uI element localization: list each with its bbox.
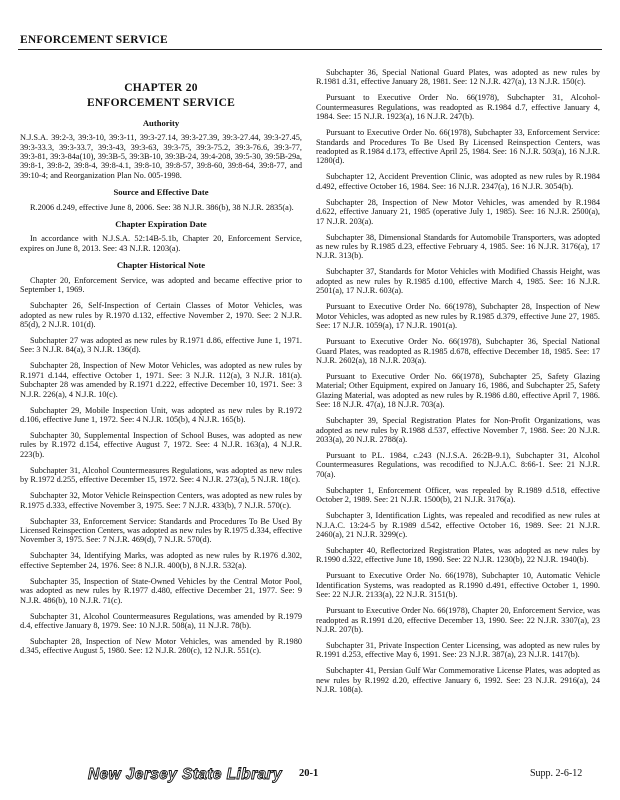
- history-paragraph: Pursuant to P.L. 1984, c.243 (N.J.S.A. 26:2B-9.1), Subchapter 31, Alcohol Countermeasures Regulations, was recodified to N.J.A.C. 8:66-1. See: 21 N.J.R. 70(a).: [316, 450, 600, 479]
- expiration-heading: Chapter Expiration Date: [115, 219, 207, 230]
- history-paragraph: Subchapter 38, Dimensional Standards for Automobile Transporters, was adopted as new rules by R.1985 d.23, effective February 4, 1985. See: 16 N.J.R. 3176(a), 17 N.J.R. 313(b).: [316, 232, 600, 261]
- history-paragraph: Subchapter 1, Enforcement Officer, was repealed by R.1989 d.518, effective October 2, 1989. See: 21 N.J.R. 1500(b), 21 N.J.R. 3176(a).: [316, 485, 600, 505]
- chapter-title: ENFORCEMENT SERVICE: [87, 97, 235, 110]
- left-column: [20, 84, 302, 662]
- running-head: ENFORCEMENT SERVICE: [20, 34, 168, 46]
- library-logo: New Jersey State Library: [88, 766, 282, 783]
- history-paragraph: Subchapter 30, Supplemental Inspection of School Buses, was adopted as new rules by R.1972 d.154, effective August 7, 1972. See: 4 N.J.R. 163(a), 4 N.J.R. 223(b).: [20, 430, 302, 459]
- history-paragraph: Subchapter 41, Persian Gulf War Commemorative License Plates, was adopted as new rules by R.1992 d.20, effective January 6, 1992. See: 23 N.J.R. 2916(a), 24 N.J.R. 108(a).: [316, 666, 600, 695]
- history-heading: Chapter Historical Note: [116, 260, 206, 271]
- history-paragraph: Subchapter 35, Inspection of State-Owned Vehicles by the Central Motor Pool, was adopted as new rules by R.1977 d.480, effective December 21, 1977. See: 9 N.J.R. 486(b), 10 N.J.R. 71(c).: [20, 576, 302, 605]
- history-paragraph: Subchapter 28, Inspection of New Motor Vehicles, was adopted as new rules by R.1971 d.144, effective October 1, 1971. See: 3 N.J.R. 112(a), 3 N.J.R. 181(a). Subchapter 28 was amended by R.1971 d.222, effective December 10, 1971. See: 3 N.J.R. 226(a), 4 N.J.R. 10(c).: [20, 361, 302, 399]
- page-number: 20-1: [299, 768, 319, 779]
- history-paragraph: Subchapter 34, Identifying Marks, was adopted as new rules by R.1976 d.302, effective September 24, 1976. See: 8 N.J.R. 400(b), 8 N.J.R. 532(a).: [20, 551, 302, 570]
- history-paragraph: Subchapter 36, Special National Guard Plates, was adopted as new rules by R.1981 d.31, effective January 28, 1981. See: 12 N.J.R. 427(a), 13 N.J.R. 150(c).: [316, 68, 600, 87]
- history-paragraph: Pursuant to Executive Order No. 66(1978), Subchapter 25, Safety Glazing Material; Other Equipment, expired on January 16, 1986, and Subchapter 25, Safety Glazing Material, was adopted as new rules by R.1986 d.80, effective April 7, 1986. See: 18 N.J.R. 47(a), 18 N.J.R. 703(a).: [316, 371, 600, 410]
- history-paragraph: Subchapter 39, Special Registration Plates for Non-Profit Organizations, was adopted as new rules by R.1988 d.537, effective November 7, 1988. See: 20 N.J.R. 2033(a), 20 N.J.R. 2788(a).: [316, 416, 600, 444]
- history-paragraph: Subchapter 26, Self-Inspection of Certain Classes of Motor Vehicles, was adopted as new rules by R.1970 d.132, effective November 2, 1970. See: 2 N.J.R. 85(d), 2 N.J.R. 101(d).: [20, 301, 302, 329]
- supplement-date: Supp. 2-6-12: [530, 768, 583, 779]
- history-paragraph: Pursuant to Executive Order No. 66(1978), Subchapter 36, Special National Guard Plates, was readopted as R.1985 d.678, effective December 18, 1985. See: 17 N.J.R. 2602(a), 18 N.J.R. 203(a).: [316, 337, 600, 365]
- source-heading: Source and Effective Date: [113, 187, 209, 198]
- history-paragraph: Subchapter 31, Private Inspection Center Licensing, was adopted as new rules by R.1991 d.253, effective May 6, 1991. See: 23 N.J.R. 387(a), 23 N.J.R. 1417(b).: [316, 641, 600, 660]
- history-paragraph: Subchapter 40, Reflectorized Registration Plates, was adopted as new rules by R.1990 d.322, effective June 18, 1990. See: 22 N.J.R. 1230(b), 22 N.J.R. 1940(b).: [316, 545, 600, 565]
- expiration-text: In accordance with N.J.S.A. 52:14B-5.1b, Chapter 20, Enforcement Service, expires on June 8, 2013. See: 43 N.J.R. 1203(a).: [20, 234, 302, 253]
- history-paragraph: Pursuant to Executive Order No. 66(1978), Subchapter 33, Enforcement Service: Standards and Procedures To Be Used By Licensed Reinspection Centers, was readopted as R.1984 d.173, effective April 25, 1984. See: 16 N.J.R. 503(a), 16 N.J.R. 1280(d).: [316, 128, 600, 166]
- chapter-number: CHAPTER 20: [124, 82, 198, 94]
- history-paragraph: Subchapter 33, Enforcement Service: Standards and Procedures To Be Used By Licensed Reinspection Centers, was adopted as new rules by R.1975 d.334, effective November 3, 1975. See: 7 N.J.R. 469(d), 7 N.J.R. 570(d).: [20, 516, 302, 545]
- history-paragraph: Pursuant to Executive Order No. 66(1978), Subchapter 10, Automatic Vehicle Identification Systems, was readopted as R.1990 d.491, effective October 1, 1990. See: 22 N.J.R. 2133(a), 22 N.J.R. 3151(b).: [316, 571, 600, 600]
- history-paragraph: Subchapter 28, Inspection of New Motor Vehicles, was amended by R.1980 d.345, effective August 5, 1980. See: 12 N.J.R. 280(c), 12 N.J.R. 551(c).: [20, 637, 302, 656]
- history-paragraph: Pursuant to Executive Order No. 66(1978), Chapter 20, Enforcement Service, was readopted as R.1991 d.20, effective December 13, 1990. See: 22 N.J.R. 3307(a), 23 N.J.R. 207(b).: [316, 606, 600, 634]
- source-text: R.2006 d.249, effective June 8, 2006. See: 38 N.J.R. 386(b), 38 N.J.R. 2835(a).: [30, 202, 294, 212]
- authority-text: N.J.S.A. 39:2-3, 39:3-10, 39:3-11, 39:3-27.14, 39:3-27.39, 39:3-27.44, 39:3-27.45, 39:3-33.3, 39:3-33.7, 39:3-43, 39:3-63, 39:3-75, 39:3-75.2, 39:3-76.6, 39:3-77, 39:3-81, 39:3-84a(10), 39:3B-5, 39:3B-10, 39:3B-24, 39:4-208, 39:5-30, 39:5B-29a, 39:8-1, 39:8-2, 39:8-4, 39:8-4.1, 39:8-10, 39:8-57, 39:8-60, 39:8-64, 39:8-77, and 39:10-4; and Reorganization Plan No. 005-1998.: [20, 133, 302, 180]
- history-paragraph: Subchapter 28, Inspection of New Motor Vehicles, was amended by R.1984 d.622, effective January 21, 1985 (operative July 1, 1985). See: 16 N.J.R. 2500(a), 17 N.J.R. 203(a).: [316, 197, 600, 226]
- history-paragraph: Pursuant to Executive Order No. 66(1978), Subchapter 31, Alcohol-Countermeasures Regulations, was readopted as R.1984 d.7, effective January 4, 1984. See: 15 N.J.R. 1923(a), 16 N.J.R. 247(b).: [316, 93, 600, 122]
- right-column: [316, 68, 600, 701]
- history-paragraph: Subchapter 31, Alcohol Countermeasures Regulations, was amended by R.1979 d.4, effective January 8, 1979. See: 10 N.J.R. 508(a), 11 N.J.R. 78(b).: [20, 611, 302, 630]
- history-paragraph: Subchapter 31, Alcohol Countermeasures Regulations, was adopted as new rules by R.1972 d.255, effective December 15, 1972. See: 4 N.J.R. 273(a), 5 N.J.R. 18(c).: [20, 465, 302, 485]
- history-paragraph: Subchapter 37, Standards for Motor Vehicles with Modified Chassis Height, was adopted as new rules by R.1985 d.100, effective March 4, 1985. See: 16 N.J.R. 2501(a), 17 N.J.R. 603(a).: [316, 267, 600, 296]
- history-paragraph: Subchapter 29, Mobile Inspection Unit, was adopted as new rules by R.1972 d.106, effective June 1, 1972. See: 4 N.J.R. 105(b), 4 N.J.R. 165(b).: [20, 405, 302, 424]
- authority-heading: Authority: [142, 117, 180, 128]
- history-paragraph: Subchapter 27 was adopted as new rules by R.1971 d.86, effective June 1, 1971. See: 3 N.J.R. 84(a), 3 N.J.R. 136(d).: [20, 335, 302, 355]
- header-rule: [18, 49, 602, 50]
- history-paragraph: Subchapter 12, Accident Prevention Clinic, was adopted as new rules by R.1984 d.492, effective October 16, 1984. See: 16 N.J.R. 2347(a), 16 N.J.R. 3054(b).: [316, 172, 600, 191]
- history-paragraph: Pursuant to Executive Order No. 66(1978), Subchapter 28, Inspection of New Motor Vehicles, was adopted as new rules by R.1985 d.379, effective June 27, 1985. See: 17 N.J.R. 1059(a), 17 N.J.R. 1901(a).: [316, 302, 600, 331]
- history-paragraph: Subchapter 3, Identification Lights, was repealed and recodified as new rules at N.J.A.C. 13:24-5 by R.1989 d.542, effective October 16, 1989. See: 21 N.J.R. 2460(a), 21 N.J.R. 3299(c).: [316, 511, 600, 539]
- history-paragraph: Chapter 20, Enforcement Service, was adopted and became effective prior to September 1, 1969.: [20, 275, 302, 295]
- history-paragraph: Subchapter 32, Motor Vehicle Reinspection Centers, was adopted as new rules by R.1975 d.333, effective November 3, 1975. See: 7 N.J.R. 433(b), 7 N.J.R. 570(c).: [20, 491, 302, 510]
